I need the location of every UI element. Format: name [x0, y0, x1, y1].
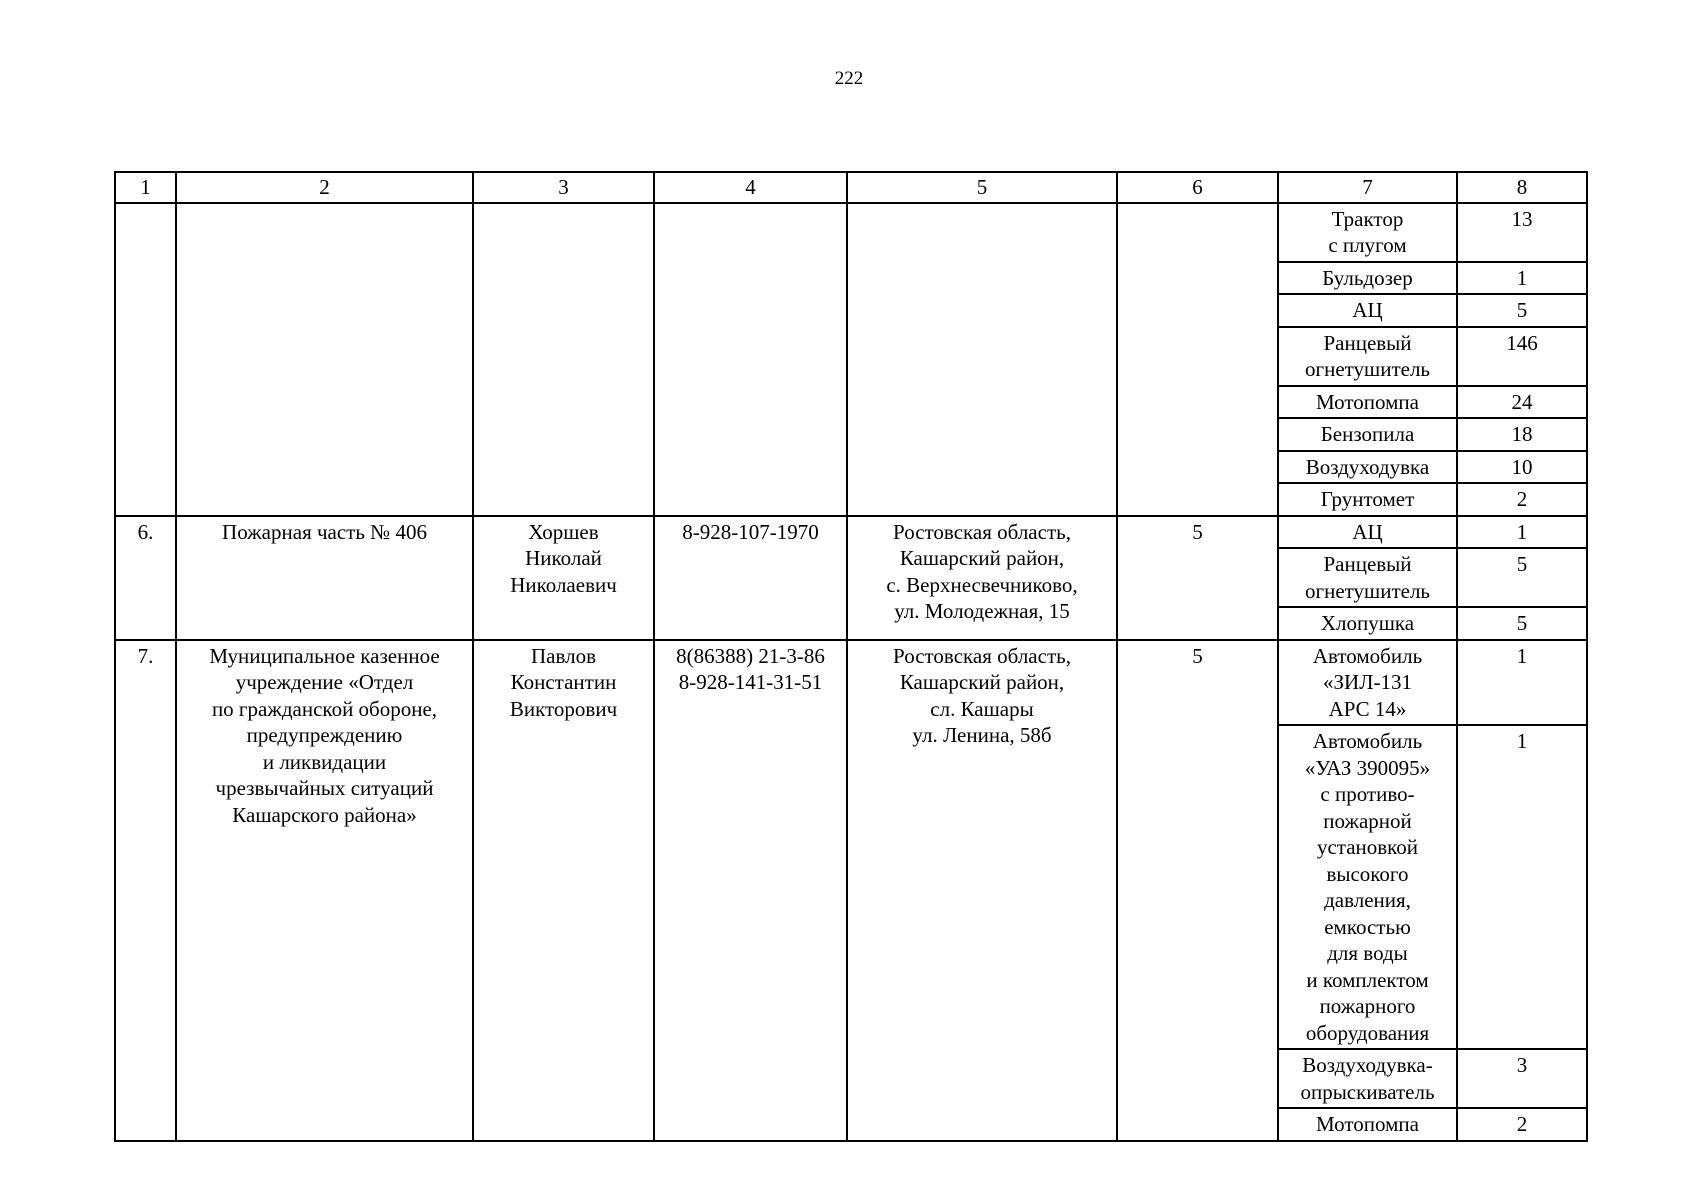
cell-text-line: 4: [745, 175, 756, 199]
cell-text-line: 1: [1516, 643, 1528, 668]
cell-text-line: 2: [319, 175, 330, 199]
head-cell: [473, 640, 654, 1141]
org-cell: [176, 640, 473, 1141]
equipment-count-cell: [1457, 548, 1587, 607]
cell-text-line: пожарной: [1323, 808, 1412, 833]
column-header: [1278, 172, 1457, 203]
cell-text-line: Николаевич: [510, 572, 617, 597]
cell-text-line: Кашарский район,: [899, 670, 1065, 694]
cell-text-line: для воды: [1327, 941, 1408, 965]
cell-text-line: 5: [1192, 519, 1203, 544]
cell-text-line: 5: [1516, 298, 1528, 322]
cell-text-line: «ЗИЛ-131: [1323, 670, 1412, 694]
column-header: [1457, 172, 1587, 203]
cell-text-line: «УАЗ 390095»: [1304, 755, 1431, 780]
cell-text-line: Муниципальное казенное: [209, 643, 440, 668]
cell-text-line: 1: [1516, 265, 1528, 290]
cell-text-line: 1: [140, 175, 151, 199]
equipment-name-cell: [1278, 548, 1457, 607]
equipment-name-cell: [1278, 451, 1457, 484]
cell-text-line: емкостью: [1324, 914, 1411, 939]
equipment-count-cell: [1457, 640, 1587, 726]
equipment-count-cell: [1457, 262, 1587, 295]
cell-text-line: Автомобиль: [1312, 643, 1423, 668]
equipment-name-cell: [1278, 1049, 1457, 1108]
cell-text-line: АЦ: [1352, 298, 1383, 322]
equipment-name-cell: [1278, 607, 1457, 640]
cell-text-line: АЦ: [1352, 519, 1383, 544]
cell-text-line: Бензопила: [1320, 422, 1415, 446]
cell-text-line: Кашарский район,: [899, 546, 1065, 570]
equipment-name-cell: [1278, 418, 1457, 451]
cell-text-line: огнетушитель: [1304, 578, 1431, 603]
column-header: [176, 172, 473, 203]
cell-text-line: Константин: [510, 670, 617, 694]
phone-cell: [654, 640, 847, 1141]
cell-text-line: учреждение «Отдел: [235, 670, 414, 694]
cell-text-line: 2: [1516, 1112, 1528, 1136]
cell-text-line: 6.: [137, 519, 154, 544]
equipment-count-cell: [1457, 1108, 1587, 1141]
org-cell: [176, 516, 473, 640]
equipment-name-cell: [1278, 203, 1457, 262]
cell-text-line: сл. Кашары: [930, 696, 1034, 721]
equipment-name-cell: [1278, 640, 1457, 726]
cell-text-line: 6: [1192, 175, 1203, 199]
table-row: [115, 203, 1587, 262]
address-cell: [847, 516, 1117, 640]
cell-text-line: Хоршев: [528, 519, 599, 544]
cell-text-line: ул. Ленина, 58б: [912, 723, 1052, 747]
cell-text-line: предупреждению: [246, 723, 403, 747]
cell-text-line: 8-928-107-1970: [682, 519, 819, 544]
cell-text-line: 8: [1516, 175, 1528, 199]
equipment-name-cell: [1278, 516, 1457, 549]
equipment-count-cell: [1457, 607, 1587, 640]
cell-text-line: пожарного: [1319, 994, 1416, 1018]
equipment-count-cell: [1457, 386, 1587, 419]
address-cell: [847, 640, 1117, 1141]
column-header: [115, 172, 176, 203]
cell-text-line: Воздуходувка: [1305, 454, 1430, 479]
cell-text-line: Хлопушка: [1320, 611, 1415, 635]
cell-text-line: 18: [1511, 422, 1533, 446]
equipment-name-cell: [1278, 327, 1457, 386]
cell-text-line: давления,: [1324, 888, 1411, 912]
cell-text-line: 5: [976, 175, 988, 199]
cell-text-line: с противо-: [1320, 782, 1415, 806]
column-header: [1117, 172, 1278, 203]
cell-text-line: с плугом: [1328, 233, 1407, 257]
column-header: [473, 172, 654, 203]
phone-cell: [654, 516, 847, 640]
equipment-name-cell: [1278, 386, 1457, 419]
cell-text-line: Павлов: [530, 643, 597, 668]
cell-text-line: Грунтомет: [1320, 487, 1415, 511]
num-cell: [115, 516, 176, 640]
cell-text-line: 3: [1516, 1053, 1528, 1077]
cell-text-line: Николай: [525, 546, 602, 570]
equipment-count-cell: [1457, 203, 1587, 262]
cell-text-line: по гражданской обороне,: [211, 696, 438, 721]
cell-text-line: 2: [1516, 487, 1528, 511]
staff-cell: [1117, 640, 1278, 1141]
cell-text-line: Ранцевый: [1323, 330, 1412, 355]
cell-text-line: 7.: [137, 643, 154, 668]
cell-text-line: АРС 14»: [1328, 696, 1407, 721]
cell-text-line: 5: [1516, 552, 1528, 576]
equipment-count-cell: [1457, 1049, 1587, 1108]
cell-text-line: Кашарского района»: [232, 802, 417, 827]
cell-text-line: с. Верхнесвечниково,: [886, 572, 1078, 597]
cell-text-line: и комплектом: [1306, 967, 1429, 992]
cell-text-line: и ликвидации: [262, 749, 387, 774]
cell-text-line: оборудования: [1305, 1020, 1430, 1045]
staff-cell: [1117, 516, 1278, 640]
equipment-table: [114, 171, 1588, 1142]
cell-text-line: Пожарная часть № 406: [222, 519, 427, 544]
cell-text-line: Автомобиль: [1312, 729, 1423, 753]
cell-text-line: 8(86388) 21-3-86: [676, 643, 825, 668]
cell-text-line: 3: [558, 175, 569, 199]
cell-text-line: чрезвычайных ситуаций: [215, 776, 434, 800]
cell-text-line: 10: [1511, 454, 1533, 479]
column-header: [654, 172, 847, 203]
cell-text-line: 1: [1516, 519, 1528, 544]
cell-text-line: 146: [1506, 330, 1538, 355]
equipment-name-cell: [1278, 294, 1457, 327]
cell-text-line: Викторович: [509, 696, 618, 721]
table-row: [115, 640, 1587, 726]
cell-text-line: Трактор: [1331, 206, 1404, 231]
equipment-count-cell: [1457, 516, 1587, 549]
num-cell: [115, 203, 176, 516]
cell-text-line: Мотопомпа: [1316, 389, 1419, 414]
org-cell: [176, 203, 473, 516]
cell-text-line: 1: [1516, 729, 1528, 753]
equipment-count-cell: [1457, 725, 1587, 1049]
equipment-name-cell: [1278, 483, 1457, 516]
cell-text-line: 7: [1362, 175, 1373, 199]
equipment-count-cell: [1457, 294, 1587, 327]
cell-text-line: 13: [1511, 206, 1533, 231]
head-cell: [473, 516, 654, 640]
cell-text-line: Бульдозер: [1322, 265, 1413, 290]
column-header: [847, 172, 1117, 203]
staff-cell: [1117, 203, 1278, 516]
cell-text-line: Ранцевый: [1323, 552, 1412, 576]
equipment-name-cell: [1278, 725, 1457, 1049]
phone-cell: [654, 203, 847, 516]
num-cell: [115, 640, 176, 1141]
equipment-count-cell: [1457, 327, 1587, 386]
cell-text-line: ул. Молодежная, 15: [894, 599, 1070, 623]
cell-text-line: 8-928-141-31-51: [678, 670, 823, 694]
cell-text-line: Ростовская область,: [893, 643, 1071, 668]
cell-text-line: 24: [1511, 389, 1533, 414]
equipment-name-cell: [1278, 1108, 1457, 1141]
cell-text-line: 5: [1192, 643, 1203, 668]
equipment-count-cell: [1457, 451, 1587, 484]
head-cell: [473, 203, 654, 516]
cell-text-line: 5: [1516, 611, 1528, 635]
equipment-name-cell: [1278, 262, 1457, 295]
address-cell: [847, 203, 1117, 516]
equipment-count-cell: [1457, 483, 1587, 516]
cell-text-line: Воздуходувка-: [1302, 1053, 1433, 1077]
cell-text-line: Ростовская область,: [893, 519, 1071, 544]
cell-text-line: опрыскиватель: [1300, 1079, 1435, 1104]
equipment-count-cell: [1457, 418, 1587, 451]
header-row: [115, 172, 1587, 203]
cell-text-line: установкой: [1316, 835, 1419, 859]
table-body: [115, 172, 1587, 1141]
page-number: 222: [834, 68, 864, 89]
cell-text-line: огнетушитель: [1304, 357, 1431, 381]
table-row: [115, 516, 1587, 549]
cell-text-line: Мотопомпа: [1316, 1112, 1419, 1136]
cell-text-line: высокого: [1326, 861, 1409, 886]
